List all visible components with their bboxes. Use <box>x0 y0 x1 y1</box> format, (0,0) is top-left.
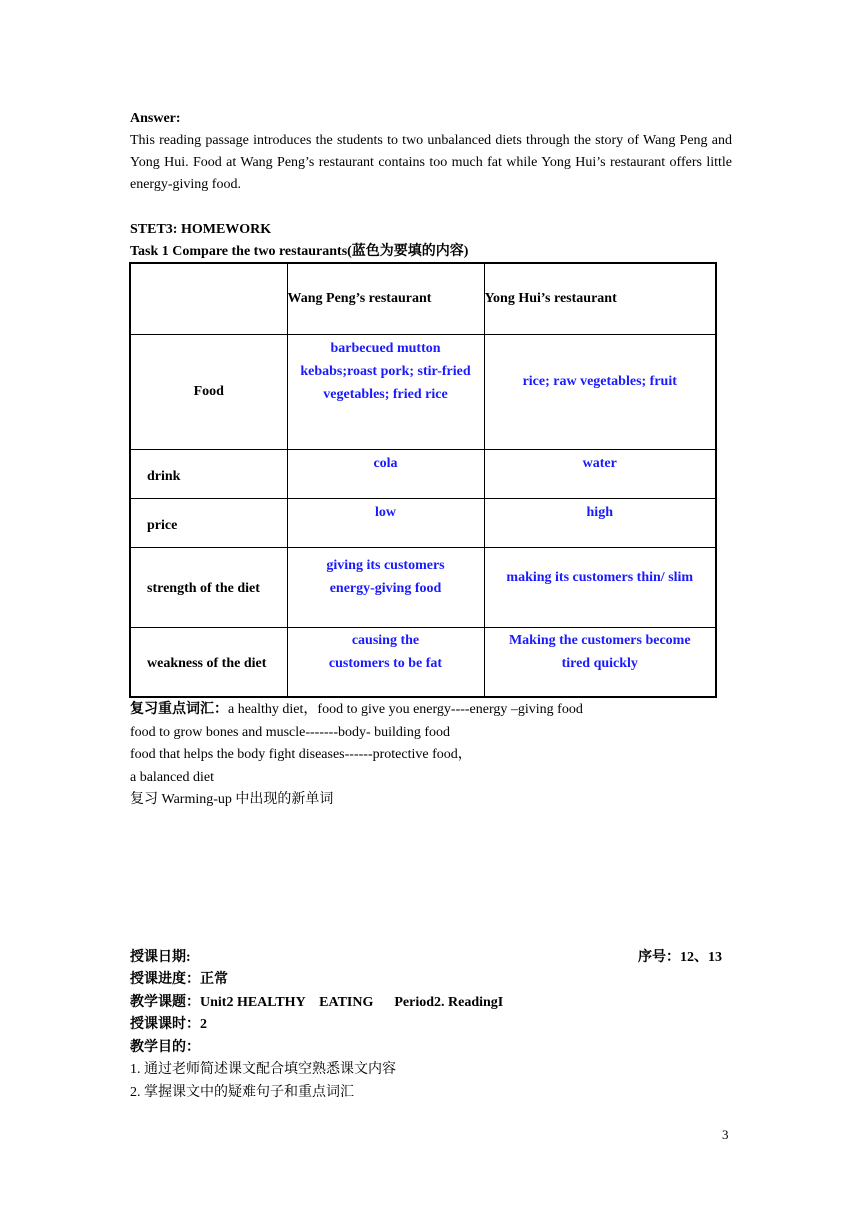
table-header-wang: Wang Peng’s restaurant <box>287 263 484 334</box>
task-heading: Task 1 Compare the two restaurants(蓝色为要填的内容) <box>130 244 469 259</box>
answer-label: Answer: <box>130 111 181 126</box>
vocab-line <box>130 699 750 722</box>
vocab-line-1: a healthy diet，food to give you energy----energy –giving food <box>228 702 583 717</box>
row-label: drink <box>130 449 287 498</box>
cell-wang-weakness: causing the customers to be fat <box>287 627 484 697</box>
page-number: 3 <box>722 1127 729 1142</box>
table-header-row <box>130 263 716 334</box>
table-row-price <box>130 498 716 547</box>
table-header-cell-empty <box>130 263 287 334</box>
lesson-goal-1: 1. 通过老师简述课文配合填空熟悉课文内容 <box>130 1062 396 1077</box>
row-label: weakness of the diet <box>130 627 287 697</box>
table-row-drink <box>130 449 716 498</box>
lesson-topic: 教学课题：Unit2 HEALTHY EATING Period2. ReadingI <box>130 994 504 1010</box>
table-row-weakness <box>130 627 716 697</box>
lesson-info <box>130 969 503 1104</box>
table-row-food <box>130 334 716 449</box>
vocab-line-5: 复习 Warming-up 中出现的新单词 <box>130 792 334 807</box>
vocab-title: 复习重点词汇： <box>130 702 228 717</box>
row-label: price <box>130 498 287 547</box>
vocab-line-4: a balanced diet <box>130 769 214 785</box>
lesson-goals-label: 教学目的： <box>130 1039 200 1055</box>
table-row-strength <box>130 547 716 627</box>
row-label: Food <box>130 334 287 449</box>
cell-wang-price: low <box>287 498 484 547</box>
lesson-sequence: 序号：12、13 <box>638 950 722 965</box>
cell-wang-food: barbecued mutton kebabs;roast pork; stir-fried vegetables; fried rice <box>287 334 484 449</box>
lesson-progress: 授课进度：正常 <box>130 972 228 987</box>
row-label: strength of the diet <box>130 547 287 627</box>
cell-yong-price: high <box>484 498 716 547</box>
cell-wang-strength: giving its customers energy-giving food <box>287 547 484 627</box>
cell-yong-weakness: Making the customers become tired quickly <box>484 627 716 697</box>
comparison-table <box>129 262 717 698</box>
lesson-hours: 授课课时：2 <box>130 1017 207 1032</box>
cell-yong-drink: water <box>484 449 716 498</box>
vocab-line-2: food to grow bones and muscle-------body- building food <box>130 724 450 740</box>
vocab-section <box>130 699 750 812</box>
table-header-yong: Yong Hui’s restaurant <box>484 263 716 334</box>
vocab-line-3: food that helps the body fight diseases------protective food， <box>130 747 472 762</box>
cell-wang-drink: cola <box>287 449 484 498</box>
lesson-goal-2: 2. 掌握课文中的疑难句子和重点词汇 <box>130 1084 354 1100</box>
step-heading: STET3: HOMEWORK <box>130 222 272 237</box>
cell-yong-food: rice; raw vegetables; fruit <box>484 334 716 449</box>
cell-yong-strength: making its customers thin/ slim <box>484 547 716 627</box>
lesson-date-label: 授课日期: <box>130 950 191 965</box>
answer-paragraph: This reading passage introduces the students to two unbalanced diets through the story of Wang Peng and Yong Hui. Food at Wang Peng’s restaurant contains too much fat while Yong Hui’s restaurant offers little energy-giving food. <box>130 133 732 192</box>
